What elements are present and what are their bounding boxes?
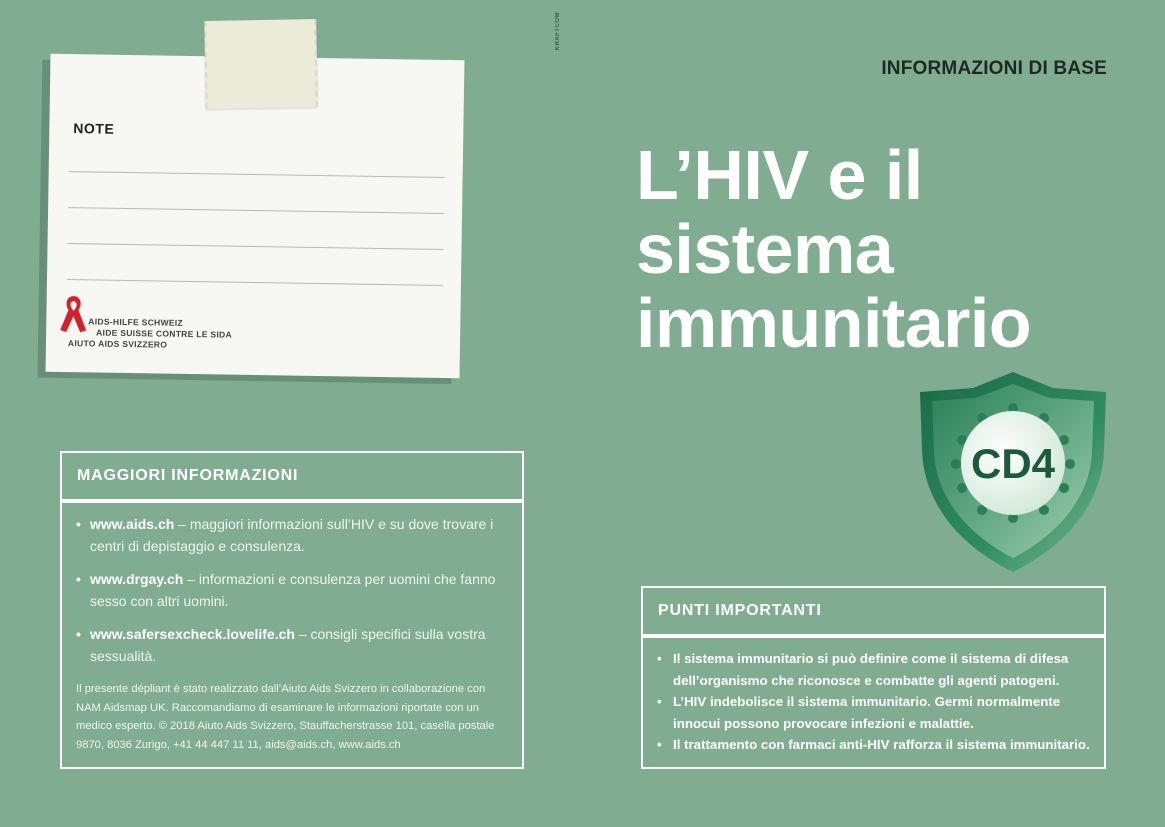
note-title: NOTE: [73, 120, 115, 137]
tape-strip: [204, 19, 318, 109]
more-info-list: [62, 513, 522, 667]
list-item: [76, 568, 522, 612]
red-ribbon-icon: [58, 294, 89, 334]
list-item-text: – informazioni e consulenza per uomini che fanno sesso con altri uomini.: [90, 571, 496, 609]
list-item: • Il sistema immunitario si può definire come il sistema di difesa dell’organismo che riconosce e combatte gli agenti patogeni.: [657, 648, 1104, 691]
key-points-box: [641, 586, 1106, 769]
list-item: • Il trattamento con farmaci anti-HIV rafforza il sistema immunitario.: [657, 734, 1104, 756]
title-line: sistema: [636, 210, 894, 288]
list-item-text: – consigli specifici sulla vostra sessualità.: [90, 626, 486, 664]
key-points-list: [643, 648, 1104, 756]
note-line: [67, 279, 443, 286]
note-line: [69, 171, 445, 178]
printer-watermark: KRAFTCOM: [555, 12, 561, 51]
org-name-fr: AIDE SUISSE CONTRE LE SIDA: [96, 327, 233, 340]
list-item: • L’HIV indebolisce il sistema immunitario. Germi normalmente innocui possono provocare infezioni e malattie.: [657, 691, 1104, 734]
more-info-box: [60, 451, 524, 769]
aids-link[interactable]: www.aids.ch: [90, 516, 175, 532]
section-label: INFORMAZIONI DI BASE: [881, 58, 1107, 79]
note-line: [68, 243, 444, 250]
key-points-heading: PUNTI IMPORTANTI: [643, 588, 1104, 638]
list-item-text: – maggiori informazioni sull’HIV e su dove trovare i centri di depistaggio e consulenza.: [90, 516, 494, 554]
list-item: [76, 513, 522, 557]
page-title: [636, 138, 1031, 360]
note-line: [68, 207, 444, 214]
cd4-shield-icon: [918, 370, 1108, 575]
org-name-it: AIUTO AIDS SVIZZERO: [67, 338, 168, 350]
title-line: L’HIV e il: [636, 136, 923, 214]
safersexcheck-link[interactable]: www.safersexcheck.lovelife.ch: [90, 626, 295, 642]
footnote: Il presente dépliant è stato realizzato dall’Aiuto Aids Svizzero in collaborazione con NAM Aidsmap UK. Raccomandiamo di esaminare le informazioni riportate con un medico esperto. © 2018 Aiuto Aids Svizzero, Stauffacherstrasse 101, casella postale 9870, 8036 Zurigo, +41 44 447 11 11, aids@aids.ch, www.aids.ch: [76, 683, 495, 751]
title-line: immunitario: [636, 284, 1032, 362]
more-info-heading: MAGGIORI INFORMAZIONI: [62, 453, 522, 503]
drgay-link[interactable]: www.drgay.ch: [90, 571, 184, 587]
shield-label: CD4: [970, 440, 1056, 487]
org-name-de: AIDS-HILFE SCHWEIZ: [88, 316, 184, 328]
list-item: [76, 623, 522, 667]
